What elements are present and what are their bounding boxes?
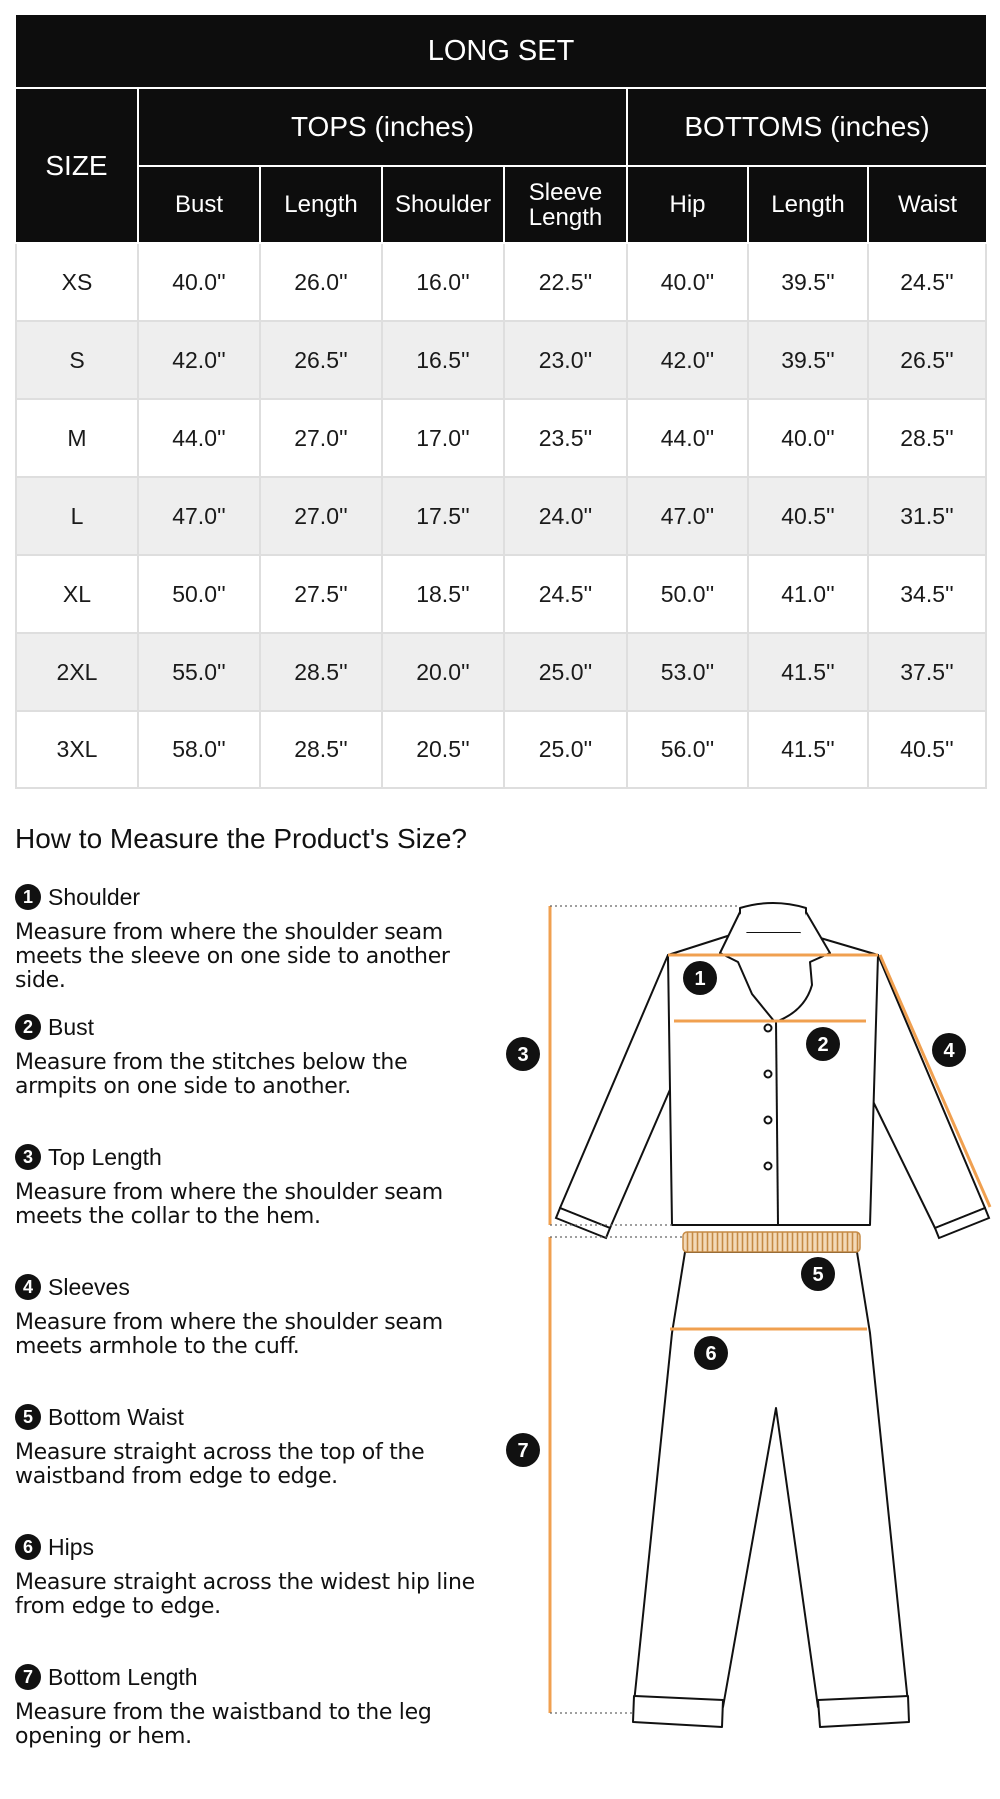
left-hem	[633, 1696, 723, 1727]
marker-7	[506, 1433, 540, 1467]
svg-text:1: 1	[694, 968, 706, 990]
size-cell: XL	[16, 555, 138, 633]
size-cell: 2XL	[16, 633, 138, 711]
shirt-outline	[560, 903, 985, 1228]
waist-cell: 31.5''	[868, 477, 986, 555]
waist-cell: 26.5''	[868, 321, 986, 399]
step-description: Measure from the stitches below the armpits on one side to another.	[15, 1050, 408, 1099]
bottom-length-cell: 41.5''	[748, 633, 868, 711]
pants-outline	[633, 1252, 909, 1727]
hip-cell: 44.0''	[627, 399, 748, 477]
marker-3	[506, 1037, 540, 1071]
step-description: Measure from where the shoulder seam meets the sleeve on one side to another side.	[15, 920, 450, 993]
top-length-cell: 26.0''	[260, 243, 382, 321]
bust-column-header: Bust	[138, 166, 260, 243]
step-number-badge: 6	[15, 1534, 41, 1560]
size-cell: S	[16, 321, 138, 399]
bottom-length-cell: 41.5''	[748, 711, 868, 788]
bottoms-group-header: BOTTOMS (inches)	[627, 88, 986, 166]
hip-cell: 40.0''	[627, 243, 748, 321]
step-number-badge: 3	[15, 1144, 41, 1170]
bottom-length-cell: 40.0''	[748, 399, 868, 477]
svg-text:4: 4	[943, 1040, 955, 1062]
step-number-badge: 7	[15, 1664, 41, 1690]
shoulder-cell: 17.5''	[382, 477, 504, 555]
waist-cell: 37.5''	[868, 633, 986, 711]
step-title: Hips	[48, 1533, 95, 1560]
step-description: Measure straight across the top of the waistband from edge to edge.	[15, 1440, 425, 1489]
bust-cell: 50.0''	[138, 555, 260, 633]
bust-cell: 40.0''	[138, 243, 260, 321]
svg-text:5: 5	[812, 1264, 824, 1286]
waist-cell: 28.5''	[868, 399, 986, 477]
bust-cell: 58.0''	[138, 711, 260, 788]
svg-text:7: 7	[517, 1440, 529, 1462]
hip-column-header: Hip	[627, 166, 748, 243]
top-length-cell: 27.0''	[260, 399, 382, 477]
bust-cell: 47.0''	[138, 477, 260, 555]
waistband	[683, 1232, 860, 1252]
top-length-cell: 27.0''	[260, 477, 382, 555]
svg-text:6: 6	[705, 1343, 717, 1365]
step-number-badge: 1	[15, 884, 41, 910]
tops-group-header: TOPS (inches)	[138, 88, 627, 166]
bust-cell: 42.0''	[138, 321, 260, 399]
bottom-length-cell: 39.5''	[748, 243, 868, 321]
svg-text:2: 2	[817, 1034, 829, 1056]
step-title: Shoulder	[48, 883, 141, 910]
shoulder-cell: 17.0''	[382, 399, 504, 477]
size-cell: XS	[16, 243, 138, 321]
waist-column-header: Waist	[868, 166, 986, 243]
hip-cell: 53.0''	[627, 633, 748, 711]
marker-5	[801, 1257, 835, 1291]
step-number-badge: 4	[15, 1274, 41, 1300]
step-title: Sleeves	[48, 1273, 130, 1300]
sleeve-length-header-line-2: Length	[528, 203, 603, 231]
bottom-length-cell: 40.5''	[748, 477, 868, 555]
step-title: Bottom Length	[48, 1663, 198, 1690]
hip-cell: 47.0''	[627, 477, 748, 555]
size-column-header: SIZE	[16, 88, 138, 243]
svg-text:3: 3	[517, 1044, 529, 1066]
sleeve-length-cell: 25.0''	[504, 711, 627, 788]
bottom-length-cell: 41.0''	[748, 555, 868, 633]
pants-body	[634, 1252, 908, 1707]
marker-2	[806, 1027, 840, 1061]
bust-cell: 55.0''	[138, 633, 260, 711]
top-length-cell: 26.5''	[260, 321, 382, 399]
shoulder-cell: 16.0''	[382, 243, 504, 321]
waist-cell: 34.5''	[868, 555, 986, 633]
sleeve-length-cell: 24.0''	[504, 477, 627, 555]
step-description: Measure from the waistband to the leg opening or hem.	[15, 1700, 432, 1749]
sleeve-length-cell: 25.0''	[504, 633, 627, 711]
table-title: LONG SET	[16, 15, 986, 88]
waist-cell: 40.5''	[868, 711, 986, 788]
step-description: Measure from where the shoulder seam meets armhole to the cuff.	[15, 1310, 443, 1359]
step-number-badge: 5	[15, 1404, 41, 1430]
marker-6	[694, 1336, 728, 1370]
sleeve-length-cell: 22.5''	[504, 243, 627, 321]
bottom-length-column-header: Length	[748, 166, 868, 243]
left-sleeve	[560, 955, 672, 1228]
size-cell: L	[16, 477, 138, 555]
sleeve-length-cell: 23.0''	[504, 321, 627, 399]
hip-cell: 56.0''	[627, 711, 748, 788]
sleeve-length-cell: 23.5''	[504, 399, 627, 477]
step-description: Measure straight across the widest hip line from edge to edge.	[15, 1570, 475, 1619]
sleeve-length-cell: 24.5''	[504, 555, 627, 633]
step-title: Bottom Waist	[48, 1403, 184, 1430]
sleeve-length-header-line-1: Sleeve	[528, 178, 603, 206]
size-cell: 3XL	[16, 711, 138, 788]
marker-4	[932, 1033, 966, 1067]
bottom-length-cell: 39.5''	[748, 321, 868, 399]
shoulder-cell: 20.5''	[382, 711, 504, 788]
top-length-column-header: Length	[260, 166, 382, 243]
guide-title: How to Measure the Product's Size?	[15, 823, 468, 854]
size-cell: M	[16, 399, 138, 477]
right-hem	[818, 1696, 909, 1727]
hip-cell: 42.0''	[627, 321, 748, 399]
back-collar	[740, 903, 806, 932]
right-sleeve	[865, 955, 985, 1228]
marker-1	[683, 961, 717, 995]
step-title: Top Length	[48, 1143, 162, 1170]
top-length-cell: 28.5''	[260, 711, 382, 788]
shoulder-column-header: Shoulder	[382, 166, 504, 243]
waist-cell: 24.5''	[868, 243, 986, 321]
shoulder-cell: 18.5''	[382, 555, 504, 633]
step-description: Measure from where the shoulder seam meets the collar to the hem.	[15, 1180, 443, 1229]
shoulder-cell: 20.0''	[382, 633, 504, 711]
step-title: Bust	[48, 1013, 95, 1040]
hip-cell: 50.0''	[627, 555, 748, 633]
bust-cell: 44.0''	[138, 399, 260, 477]
shoulder-cell: 16.5''	[382, 321, 504, 399]
top-length-cell: 27.5''	[260, 555, 382, 633]
top-length-cell: 28.5''	[260, 633, 382, 711]
step-number-badge: 2	[15, 1014, 41, 1040]
